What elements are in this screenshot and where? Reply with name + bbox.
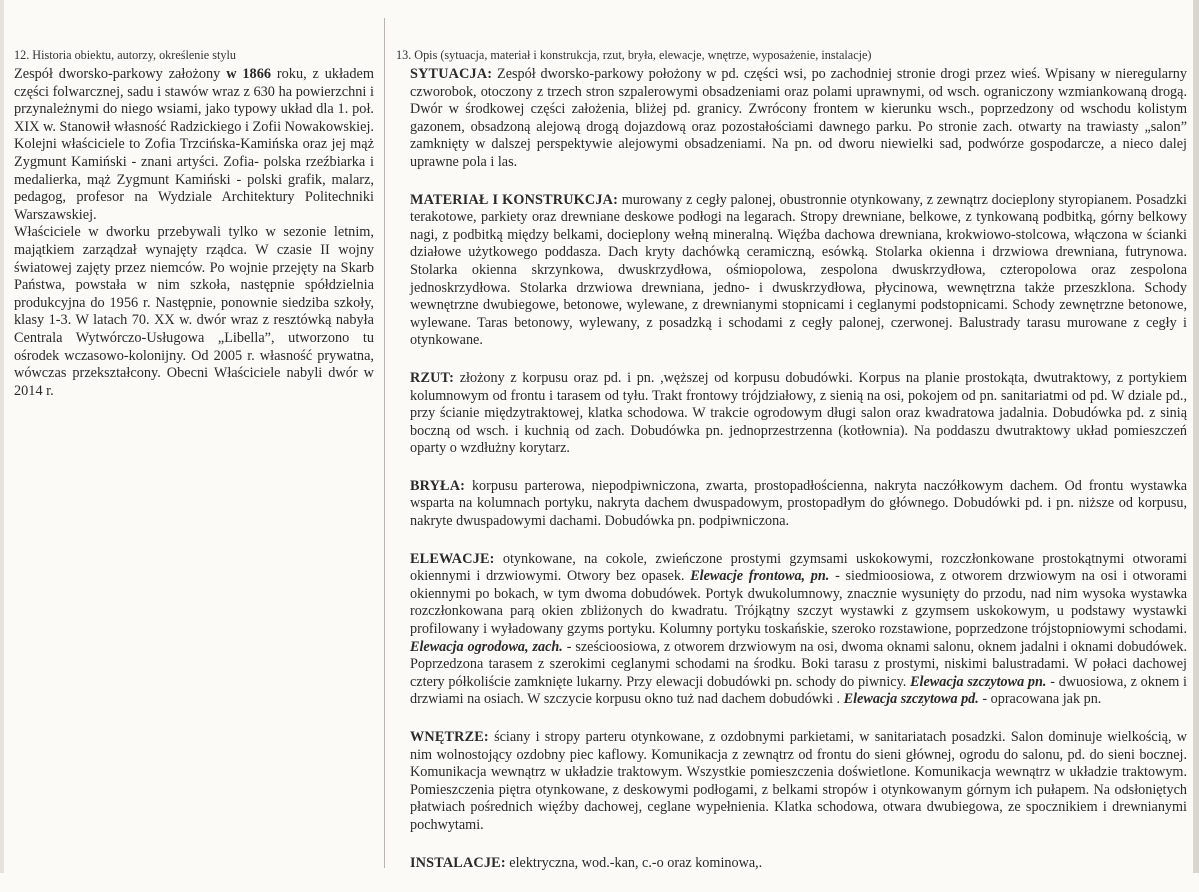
section-text-bryla: korpusu parterowa, niepodpiwniczona, zwarta, prostopadłościenna, nakryta naczółkowym dachem. Od frontu wystawka wsparta na kolumnach portyku, nakryta dachem dwuspadowym, prostopadłym do głównego. Dobudówki pd. i pn. niższe od korpusu, nakryte dwuspadowymi dachami. Dobudówka pn. podpiwniczona. (410, 477, 1187, 530)
scan-edge-right (1193, 0, 1199, 873)
section-label-sytuacja: SYTUACJA: (410, 66, 493, 82)
elewacje-text-2: - siedmioosiowa, z otworem drzwiowym na osi i otworami okiennymi po bokach, w tym dwoma dobudówek. Portyk dwukolumnowy, znacznie wysunięty do przodu, nad nim wysoka wystawka rozczłonkowana parą okien zbliżonych do kwadratu. Trójkątny szczyt wystawki z gzymsem uskokowym, u podstawy wystawki profilowany i wyładowany gzyms portyku. Kolumny portyku toskańskie, szeroko rozstawione, poprzedzone trójstopniowymi schodami. (410, 568, 1187, 638)
history-paragraph-1 (14, 66, 374, 224)
section-material (410, 192, 1187, 350)
history-paragraph-2: Właściciele w dworku przebywali tylko w sezonie letnim, majątkiem zarządzał wynajęty rządca. W czasie II wojny światowej zajęty przez niemców. Po wojnie przejęty na Skarb Państwa, powstała w nim szkoła, następnie spółdzielnia produkcyjna do 1956 r. Następnie, ponownie siedziba szkoły, klasy 1-3. W latach 70. XX w. dwór wraz z resztówką nabyła Centrala Wytwórczo-Usługowa „Libella”, utworzono tu ośrodek wczasowo-kolonijny. Od 2005 r. własność prywatna, wówczas przekształcony. Obecni Właściciele nabyli dwór w 2014 r. (14, 224, 374, 399)
section-bryla (410, 478, 1187, 531)
section-text-wnetrze: ściany i stropy parteru otynkowane, z ozdobnymi parkietami, w sanitariatach posadzki. Salon dominuje wielkością, w nim wolnostojący ozdobny piec kaflowy. Komunikacja z zewnątrz od frontu do sieni głównej, ogrodu do salonu, pd. do sieni bocznej. Komunikacja wewnątrz w układzie traktowym. Wszystkie pomieszczenia doświetlone. Komunikacja wewnątrz w układzie traktowym. Pomieszczenia piętra otynkowane, z deskowymi podłogami, z belkami stropów i otynkowanym górnym ich pułapem. Na odsłoniętych płatwiach pośrednich więźby dachowej, ceglane wypełnienia. Klatka schodowa, otwara dwubiegowa, ze spocznikiem i drewnianymi pochwytami. (410, 729, 1187, 833)
elewacja-frontowa-heading: Elewacje frontowa, pn. (690, 568, 830, 585)
elewacje-text-5: - opracowana jak pn. (978, 691, 1102, 708)
section-text-instalacje: elektryczna, wod.-kan, c.-o oraz kominowa,. (505, 854, 763, 871)
description-column (396, 48, 1186, 892)
description-sections (410, 66, 1187, 872)
elewacja-szczytowa-pd-heading: Elewacja szczytowa pd. (843, 691, 979, 708)
section-label-bryla: BRYŁA: (410, 477, 466, 494)
section-label-material: MATERIAŁ I KONSTRUKCJA: (410, 191, 619, 208)
elewacje-text-4: - dwuosiowa, z oknem i drzwiami na osiach. W szczycie korpusu okno tuż nad dachem dobudówki . (410, 673, 1187, 708)
history-p1-rest: roku, z układem części folwarcznej, sadu i stawów wraz z 630 ha powierzchni i przynależnymi do niego wsiami, jako typowy układ dla 1. poł. XIX w. Stanowił własność Radzickiego i Zofii Nowakowskiej. Kolejni właściciele to Zofia Trzcińska-Kamińska oraz jej mąż Zygmunt Kamiński - znani artyści. Zofia- polska rzeźbiarka i medalierka, mąż Zygmunt Kamiński - polski grafik, malarz, pedagog, profesor na Wydziale Architektury Politechniki Warszawskiej. (14, 66, 375, 223)
history-text (14, 66, 374, 400)
section-instalacje (410, 855, 1187, 873)
elewacja-ogrodowa-heading: Elewacja ogrodowa, zach. (410, 638, 563, 655)
section-label-rzut: RZUT: (410, 369, 455, 386)
founding-year: w 1866 (226, 66, 271, 82)
history-header: 12. Historia obiektu, autorzy, określenie stylu (14, 48, 236, 62)
section-label-instalacje: INSTALACJE: (410, 854, 506, 871)
history-p1-start: Zespół dworsko-parkowy założony (14, 66, 227, 82)
section-sytuacja (410, 66, 1187, 172)
section-text-material: murowany z cegły palonej, obustronnie otynkowany, z zewnątrz docieplony styropianem. Posadzki terakotowe, parkiety oraz drewniane deskowe podłogi na legarach. Stropy drewniane, belkowe, z tynkowaną podbitką, górny belkowy nagi, z podbitką między belkami, docieplony wełną mineralną. Więźba dachowa drewniana, krokwiowo-stolcowa, włączona w ścianki działowe użytkowego poddasza. Dach kryty dachówką ceramiczną, esówką. Stolarka okienna i drzwiowa drewniana, futrynowa. Stolarka okienna skrzynkowa, dwuskrzydłowa, ośmiopolowa, zespolona dwuskrzydłowa, czteropolowa oraz zespolona jednoskrzydłowa. Stolarka drzwiowa drewniana, jedno- i dwuskrzydłowa, płycinowa, wewnętrzna także przeszklona. Schody wewnętrzne dwubiegowe, betonowe, wylewane, z drewnianymi stopnicami i ceglanymi podstopnicami. Schody zewnętrzne betonowe, wylewane. Taras betonowy, wylewany, z posadzką i schodami z cegły palonej, czerwonej. Balustrady tarasu murowane z cegły i otynkowane. (410, 191, 1187, 349)
section-text-rzut: złożony z korpusu oraz pd. i pn. ,węższej od korpusu dobudówki. Korpus na planie prostokąta, dwutraktowy, z portykiem kolumnowym od frontu i tarasem od tyłu. Trakt frontowy trójdziałowy, z sienią na osi, pokojem od pn. sanitariatmi od pd. W dziale pd., przy ścianie międzytraktowej, klatka schodowa. W trakcie ogrodowym długi salon oraz kwadratowa jadalnia. Dobudówka pd. z sinią boczną od wsch. i kuchnią od zach. Dobudówka pn. jednoprzestrzenna (kotłownia). Na poddaszu dwutraktowy układ pomieszczeń oparty o wzdłużny korytarz. (410, 369, 1187, 457)
section-label-elewacje: ELEWACJE: (410, 550, 495, 567)
elewacje-text-1: otynkowane, na cokole, zwieńczone prostymi gzymsami uskokowymi, rozczłonkowane prostokątnymi otworami okiennymi i drzwiowymi. Otwory bez opasek. (410, 550, 1187, 585)
elewacje-text-3: - sześcioosiowa, z otworem drzwiowym na osi, dwoma oknami salonu, oknem jadalni i oknami dobudówek. Poprzedzona tarasem z szerokimi ceglanymi schodami na środku. Boki tarasu z prostymi, niskimi balustradami. W połaci dachowej cztery półkoliście zamknięte lukarny. Przy elewacji dobudówki pn. schody do piwnicy. (410, 638, 1187, 690)
section-wnetrze (410, 729, 1187, 835)
history-column (14, 48, 374, 400)
section-rzut (410, 370, 1187, 458)
column-divider (384, 18, 385, 868)
description-header: 13. Opis (sytuacja, materiał i konstrukcja, rzut, bryła, elewacje, wnętrze, wyposażenie, instalacje) (396, 48, 872, 62)
section-text-sytuacja: Zespół dworsko-parkowy położony w pd. części wsi, po zachodniej stronie drogi przez wieś. Wpisany w nieregularny czworobok, otoczony z trzech stron szpalerowymi obsadzeniami oraz polami uprawnymi, od wsch. ograniczony wzmiankowaną drogą. Dwór w środkowej części założenia, bliżej pd. granicy. Zwrócony frontem w kierunku wsch., poprzedzony od wschodu kolistym gazonem, obsadzoną alejową drogą dojazdową oraz pozostałościami dawnego parku. Po stronie zach. otwarty na trawiasty „salon” zamknięty w dalszej perspektywie alejowymi obsadzeniami. Na pn. od dworu niewielki sad, podwórze gospodarcze, a nieco dalej uprawne pola i las. (410, 66, 1187, 170)
elewacja-szczytowa-pn-heading: Elewacja szczytowa pn. (910, 673, 1047, 690)
section-label-wnetrze: WNĘTRZE: (410, 729, 489, 745)
scan-edge-left (0, 0, 4, 873)
section-elewacje (410, 551, 1187, 709)
